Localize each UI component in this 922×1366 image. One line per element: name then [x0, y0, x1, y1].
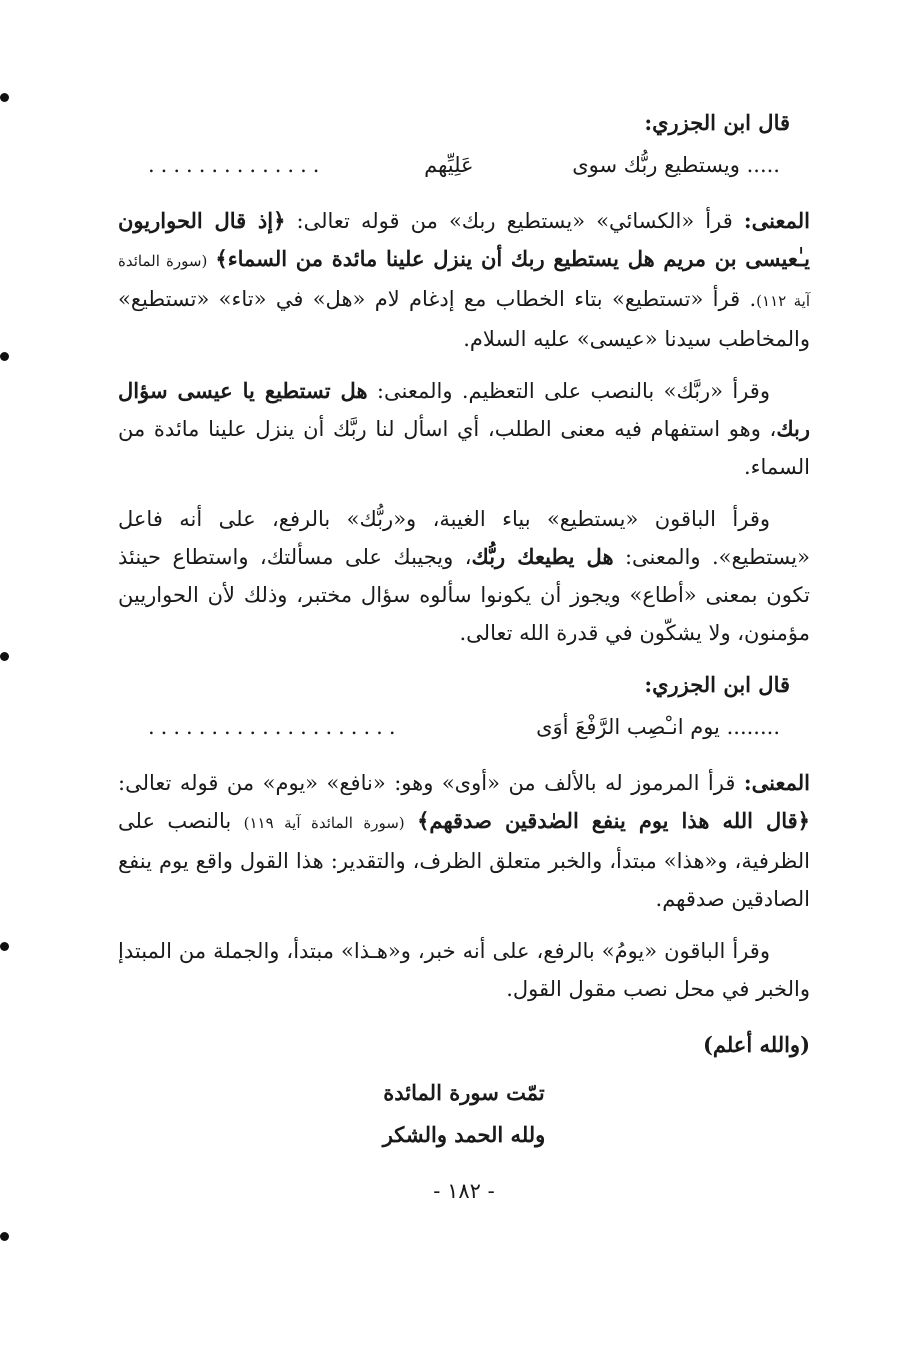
verse-line: [118, 146, 810, 184]
closing-line: تمّت سورة المائدة: [383, 1080, 545, 1105]
paragraph: وقرأ الباقون «يستطيع» بياء الغيبة، و«ربُّك» بالرفع، على أنه فاعل «يستطيع». والمعنى: هل يطيعك ربُّك، ويجيبك على مسألتك، واستطاع حينئذ تكون بمعنى «أطاع» ويجوز أن يكونوا سألوه سؤال مختبر، وذلك لأن الحواريين مؤمنون، ولا يشكّون في قدرة الله تعالى.: [118, 507, 810, 645]
margin-mark: [0, 93, 9, 102]
page-number: - ١٨٢ -: [433, 1179, 495, 1203]
verse-line: [118, 708, 810, 746]
surah-reference: (سورة المائدة آية ١١٩): [243, 814, 405, 832]
surah-reference: (سورة المائدة آية ١١٢): [118, 252, 810, 310]
verse-dots: ..............: [148, 153, 326, 177]
paragraph: وقرأ الباقون «يومُ» بالرفع، على أنه خبر، و«هـذا» مبتدأ، والجملة من المبتدإ والخبر في محل نصب مقول القول.: [118, 939, 810, 1001]
verse-dots: ....................: [148, 715, 402, 739]
quran-quote: ﴿إذ قال الحواريون يـٰعيسى بن مريم هل يستطيع ربك أن ينزل علينا مائدة من السماء﴾: [118, 208, 810, 271]
paragraph: المعنى: قرأ المرموز له بالألف من «أوى» وهو: «نافع» «يوم» من قوله تعالى: ﴿قال الله هذا يوم ينفع الصٰدقين صدقهم﴾ (سورة المائدة آية ١١٩) بالنصب على الظرفية، و«هذا» مبتدأ، والخبر متعلق الظرف، والتقدير: هذا القول واقع يوم ينفع الصادقين صدقهم.: [118, 770, 810, 911]
margin-mark: [0, 942, 9, 951]
quran-quote: ﴿قال الله هذا يوم ينفع الصٰدقين صدقهم﴾: [417, 808, 810, 833]
margin-mark: [0, 352, 9, 361]
document-page: [118, 104, 810, 1366]
margin-mark: [0, 652, 9, 661]
paragraph: وقرأ «ربَّك» بالنصب على التعظيم. والمعنى: هل تستطيع يا عيسى سؤال ربك، وهو استفهام فيه معنى الطلب، أي اسأل لنا ربَّك أن ينزل علينا مائدة من السماء.: [118, 378, 810, 479]
margin-mark: [0, 1232, 9, 1241]
closing-line: ولله الحمد والشكر: [382, 1122, 546, 1147]
verse-text: ........ يوم انـْصِب الرَّفْعَ أوَى: [536, 715, 780, 739]
paragraph: المعنى: قرأ «الكسائي» «يستطيع ربك» من قوله تعالى: ﴿إذ قال الحواريون يـٰعيسى بن مريم هل يستطيع ربك أن ينزل علينا مائدة من السماء﴾ (سورة المائدة آية ١١٢). قرأ «تستطيع» بتاء الخطاب مع إدغام لام «هل» في «تاء» «تستطيع» والمخاطب سيدنا «عيسى» عليه السلام.: [118, 208, 810, 351]
closing-note: (والله أعلم): [702, 1032, 810, 1057]
section-heading: قال ابن الجزري:: [644, 110, 790, 135]
section-heading: قال ابن الجزري:: [644, 672, 790, 697]
verse-text: ..... ويستطيع ربُّك سوى: [572, 153, 780, 177]
verse-text-2: عَلِيِّهم: [424, 153, 474, 177]
